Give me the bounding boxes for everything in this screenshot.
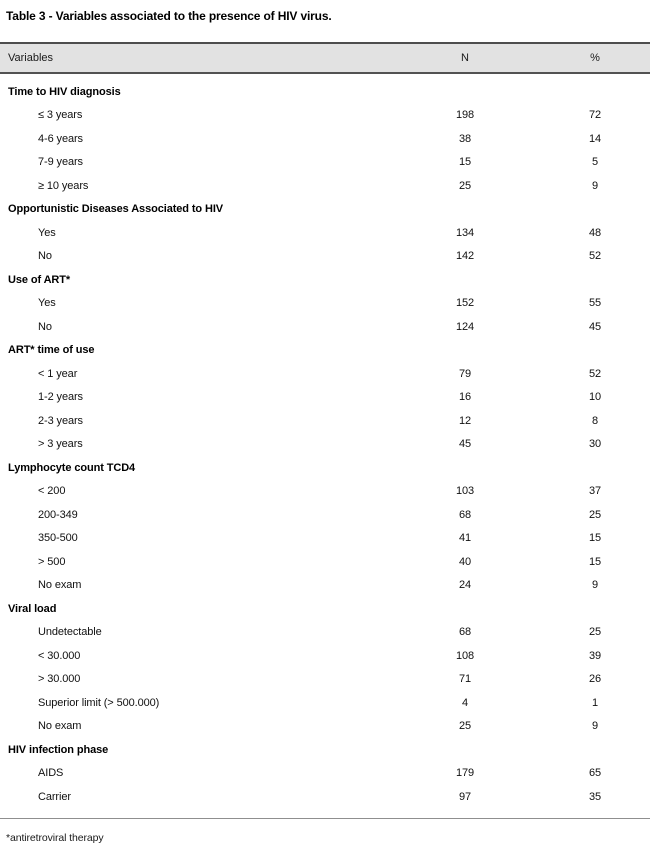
variable-label: 350-500 [38, 532, 78, 545]
pct-value: 30 [588, 438, 602, 451]
variable-label: 2-3 years [38, 414, 83, 427]
n-value: 97 [458, 790, 472, 803]
table-row [0, 221, 650, 245]
pct-value: 10 [588, 391, 602, 404]
n-value: 25 [458, 720, 472, 733]
n-value: 152 [455, 297, 475, 310]
table-row [0, 503, 650, 527]
table-bottom-rule [0, 818, 650, 819]
section-row [0, 80, 650, 104]
column-header-variables: Variables [8, 52, 54, 64]
n-value: 71 [458, 673, 472, 686]
section-label: HIV infection phase [8, 743, 109, 756]
section-label: ART* time of use [8, 344, 95, 357]
variable-label: Undetectable [38, 626, 102, 639]
table-title: Table 3 - Variables associated to the presence of HIV virus. [6, 9, 332, 23]
column-header-n: N [461, 52, 469, 64]
section-row [0, 268, 650, 292]
variable-label: 200-349 [38, 508, 78, 521]
pct-value: 26 [588, 673, 602, 686]
pct-value: 14 [588, 132, 602, 145]
variable-label: ≥ 10 years [38, 179, 89, 192]
n-value: 142 [455, 250, 475, 263]
table-row [0, 550, 650, 574]
variable-label: < 30.000 [38, 649, 81, 662]
variable-label: No [38, 250, 52, 263]
pct-value: 52 [588, 250, 602, 263]
table-row [0, 668, 650, 692]
variable-label: 7-9 years [38, 156, 83, 169]
n-value: 25 [458, 179, 472, 192]
table-row [0, 362, 650, 386]
section-row [0, 597, 650, 621]
variable-label: > 500 [38, 555, 66, 568]
variable-label: 1-2 years [38, 391, 83, 404]
table-row [0, 292, 650, 316]
n-value: 103 [455, 485, 475, 498]
table-row [0, 151, 650, 175]
n-value: 24 [458, 579, 472, 592]
pct-value: 25 [588, 626, 602, 639]
n-value: 15 [458, 156, 472, 169]
table-row [0, 433, 650, 457]
variable-label: No [38, 320, 52, 333]
n-value: 45 [458, 438, 472, 451]
n-value: 179 [455, 767, 475, 780]
table-row [0, 480, 650, 504]
pct-value: 9 [591, 720, 599, 733]
table-row [0, 315, 650, 339]
n-value: 12 [458, 414, 472, 427]
table-row [0, 527, 650, 551]
table-row [0, 762, 650, 786]
table-row [0, 409, 650, 433]
section-label: Use of ART* [8, 273, 71, 286]
section-label: Time to HIV diagnosis [8, 85, 121, 98]
pct-value: 37 [588, 485, 602, 498]
pct-value: 52 [588, 367, 602, 380]
pct-value: 48 [588, 226, 602, 239]
section-label: Lymphocyte count TCD4 [8, 461, 136, 474]
pct-value: 15 [588, 532, 602, 545]
section-label: Opportunistic Diseases Associated to HIV [8, 203, 224, 216]
variable-label: Yes [38, 297, 56, 310]
table-row [0, 621, 650, 645]
n-value: 134 [455, 226, 475, 239]
variable-label: < 200 [38, 485, 66, 498]
n-value: 38 [458, 132, 472, 145]
pct-value: 1 [591, 696, 599, 709]
table-row [0, 715, 650, 739]
table-header-row [0, 42, 650, 74]
variable-label: Carrier [38, 790, 71, 803]
section-row [0, 456, 650, 480]
n-value: 16 [458, 391, 472, 404]
variable-label: Superior limit (> 500.000) [38, 696, 160, 709]
n-value: 108 [455, 649, 475, 662]
n-value: 4 [461, 696, 469, 709]
variable-label: > 3 years [38, 438, 83, 451]
table-row [0, 574, 650, 598]
n-value: 40 [458, 555, 472, 568]
column-header-percent: % [590, 52, 600, 64]
pct-value: 65 [588, 767, 602, 780]
table-row [0, 174, 650, 198]
n-value: 41 [458, 532, 472, 545]
n-value: 68 [458, 508, 472, 521]
pct-value: 8 [591, 414, 599, 427]
table-row [0, 785, 650, 809]
n-value: 79 [458, 367, 472, 380]
pct-value: 5 [591, 156, 599, 169]
variable-label: No exam [38, 720, 82, 733]
pct-value: 15 [588, 555, 602, 568]
pct-value: 9 [591, 579, 599, 592]
n-value: 198 [455, 109, 475, 122]
pct-value: 39 [588, 649, 602, 662]
pct-value: 9 [591, 179, 599, 192]
table-row [0, 644, 650, 668]
table-row [0, 104, 650, 128]
section-row [0, 339, 650, 363]
pct-value: 25 [588, 508, 602, 521]
variable-label: AIDS [38, 767, 64, 780]
table-row [0, 245, 650, 269]
table-row [0, 386, 650, 410]
pct-value: 35 [588, 790, 602, 803]
table-body [0, 74, 650, 809]
section-row [0, 198, 650, 222]
section-label: Viral load [8, 602, 57, 615]
variable-label: 4-6 years [38, 132, 83, 145]
variable-label: ≤ 3 years [38, 109, 83, 122]
variable-label: No exam [38, 579, 82, 592]
n-value: 124 [455, 320, 475, 333]
pct-value: 55 [588, 297, 602, 310]
variable-label: < 1 year [38, 367, 78, 380]
pct-value: 72 [588, 109, 602, 122]
footnote: *antiretroviral therapy [6, 831, 104, 844]
section-row [0, 738, 650, 762]
n-value: 68 [458, 626, 472, 639]
variable-label: > 30.000 [38, 673, 81, 686]
variable-label: Yes [38, 226, 56, 239]
table-row [0, 691, 650, 715]
pct-value: 45 [588, 320, 602, 333]
table-row [0, 127, 650, 151]
